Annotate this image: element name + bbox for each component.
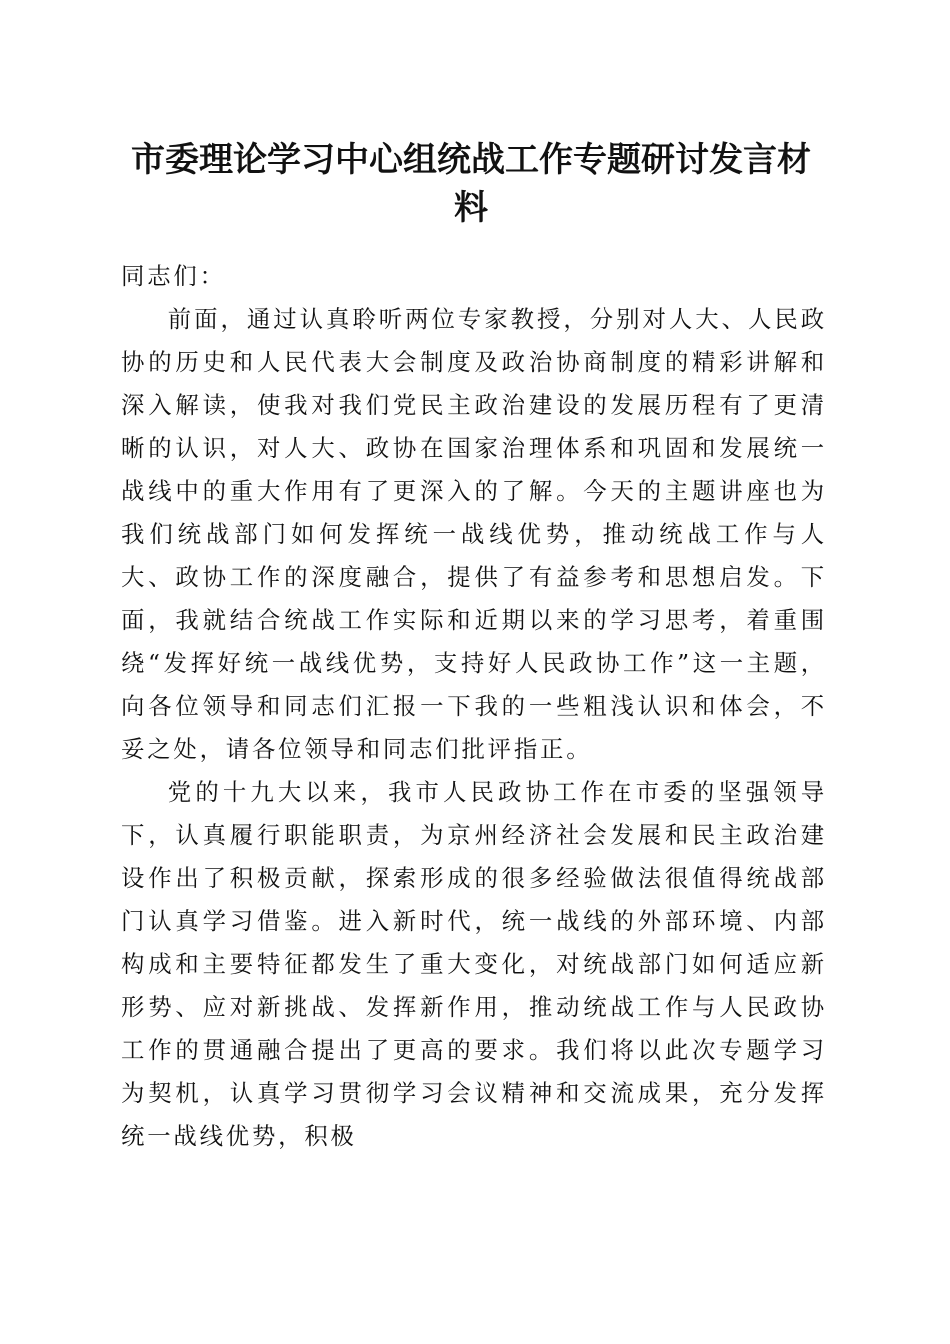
salutation: 同志们： [121, 262, 226, 290]
paragraph-2: 党的十九大以来，我市人民政协工作在市委的坚强领导下，认真履行职能职责，为京州经济社会发展和民主政治建设作出了积极贡献，探索形成的很多经验做法很值得统战部门认真学习借鉴。进入新时代，统一战线的外部环境、内部构成和主要特征都发生了重大变化，对统战部门如何适应新形势、应对新挑战、发挥新作用，推动统战工作与人民政协工作的贯通融合提出了更高的要求。我们将以此次专题学习为契机，认真学习贯彻学习会议精神和交流成果，充分发挥统一战线优势，积极 [121, 778, 827, 1150]
paragraph-1: 前面，通过认真聆听两位专家教授，分别对人大、人民政协的历史和人民代表大会制度及政治协商制度的精彩讲解和深入解读，使我对我们党民主政治建设的发展历程有了更清晰的认识，对人大、政协在国家治理体系和巩固和发展统一战线中的重大作用有了更深入的了解。今天的主题讲座也为我们统战部门如何发挥统一战线优势，推动统战工作与人大、政协工作的深度融合，提供了有益参考和思想启发。下面，我就结合统战工作实际和近期以来的学习思考，着重围绕“发挥好统一战线优势，支持好人民政协工作”这一主题，向各位领导和同志们汇报一下我的一些粗浅认识和体会，不妥之处，请各位领导和同志们批评指正。 [121, 305, 827, 763]
document-title: 市委理论学习中心组统战工作专题研讨发言材料 [131, 140, 811, 228]
document-body [121, 255, 827, 1158]
